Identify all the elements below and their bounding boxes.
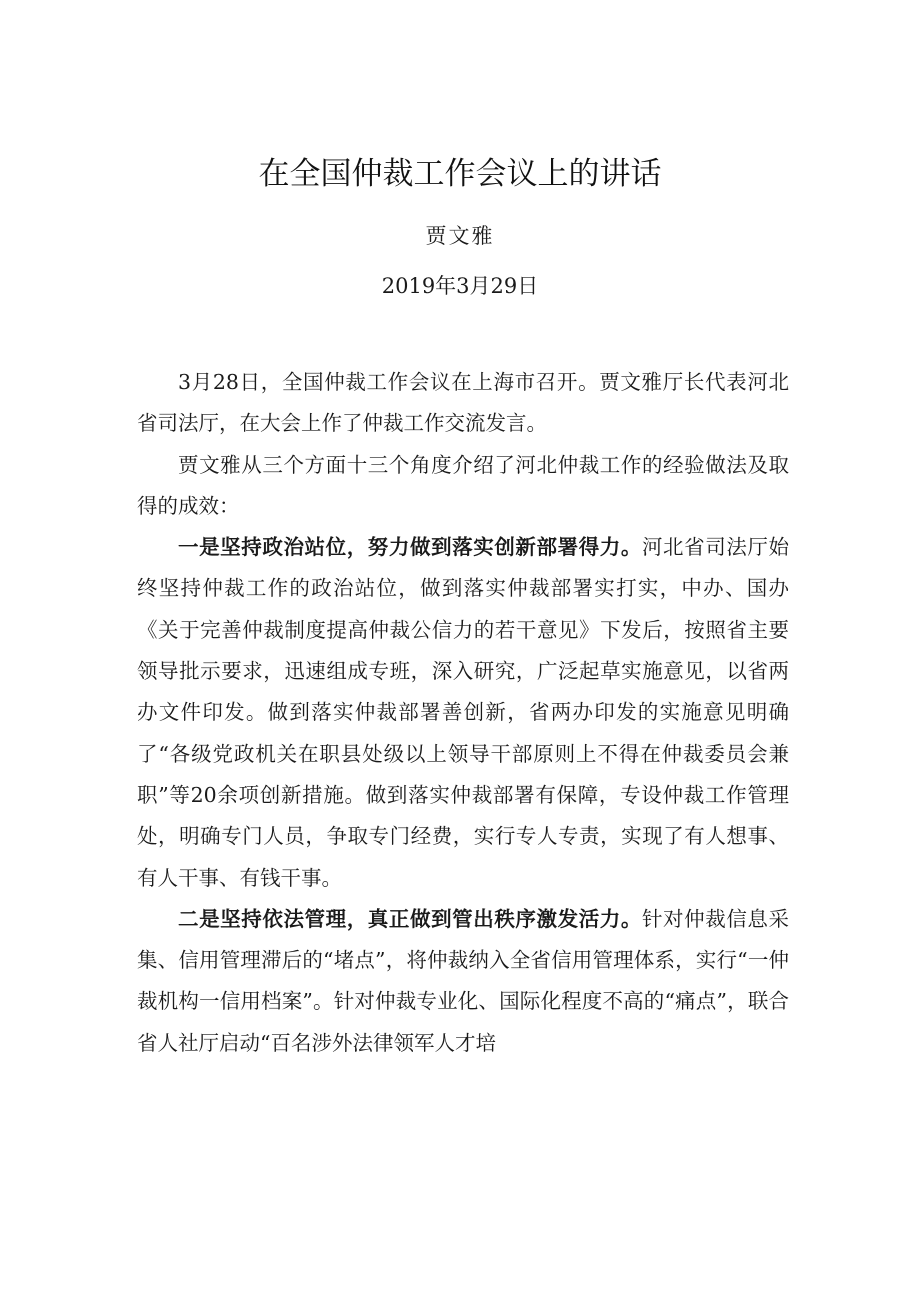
body-paragraph [137,445,789,528]
paragraph-text: 3月28日，全国仲裁工作会议在上海市召开。贾文雅厅长代表河北省司法厅，在大会上作了仲裁工作交流发言。 [137,370,789,436]
body-paragraph [137,527,789,899]
paragraph-lead: 一是坚持政治站位，努力做到落实创新部署得力。 [178,535,642,560]
document-author: 贾文雅 [425,224,495,248]
body-paragraph [137,362,789,445]
paragraph-text: 贾文雅从三个方面十三个角度介绍了河北仲裁工作的经验做法及取得的成效： [137,452,789,518]
paragraph-text: 河北省司法厅始终坚持仲裁工作的政治站位，做到落实仲裁部署实打实，中办、国办《关于完善仲裁制度提高仲裁公信力的若干意见》下发后，按照省主要领导批示要求，迅速组成专班，深入研究，广泛起草实施意见，以省两办文件印发。做到落实仲裁部署善创新，省两办印发的实施意见明确了“各级党政机关在职县处级以上领导干部原则上不得在仲裁委员会兼职”等20余项创新措施。做到落实仲裁部署有保障，专设仲裁工作管理处，明确专门人员，争取专门经费，实行专人专责，实现了有人想事、有人干事、有钱干事。 [137,535,790,890]
document-date: 2019年3月29日 [381,274,539,298]
body-paragraph [137,899,789,1064]
paragraph-lead: 二是坚持依法管理，真正做到管出秩序激发活力。 [178,906,642,931]
paragraph-text: 针对仲裁信息采集、信用管理滞后的“堵点”，将仲裁纳入全省信用管理体系，实行“一仲裁机构一信用档案”。针对仲裁专业化、国际化程度不高的“痛点”，联合省人社厅启动“百名涉外法律领军人才培 [137,906,790,1055]
document-body [137,362,789,1064]
document-title: 在全国仲裁工作会议上的讲话 [258,156,662,192]
